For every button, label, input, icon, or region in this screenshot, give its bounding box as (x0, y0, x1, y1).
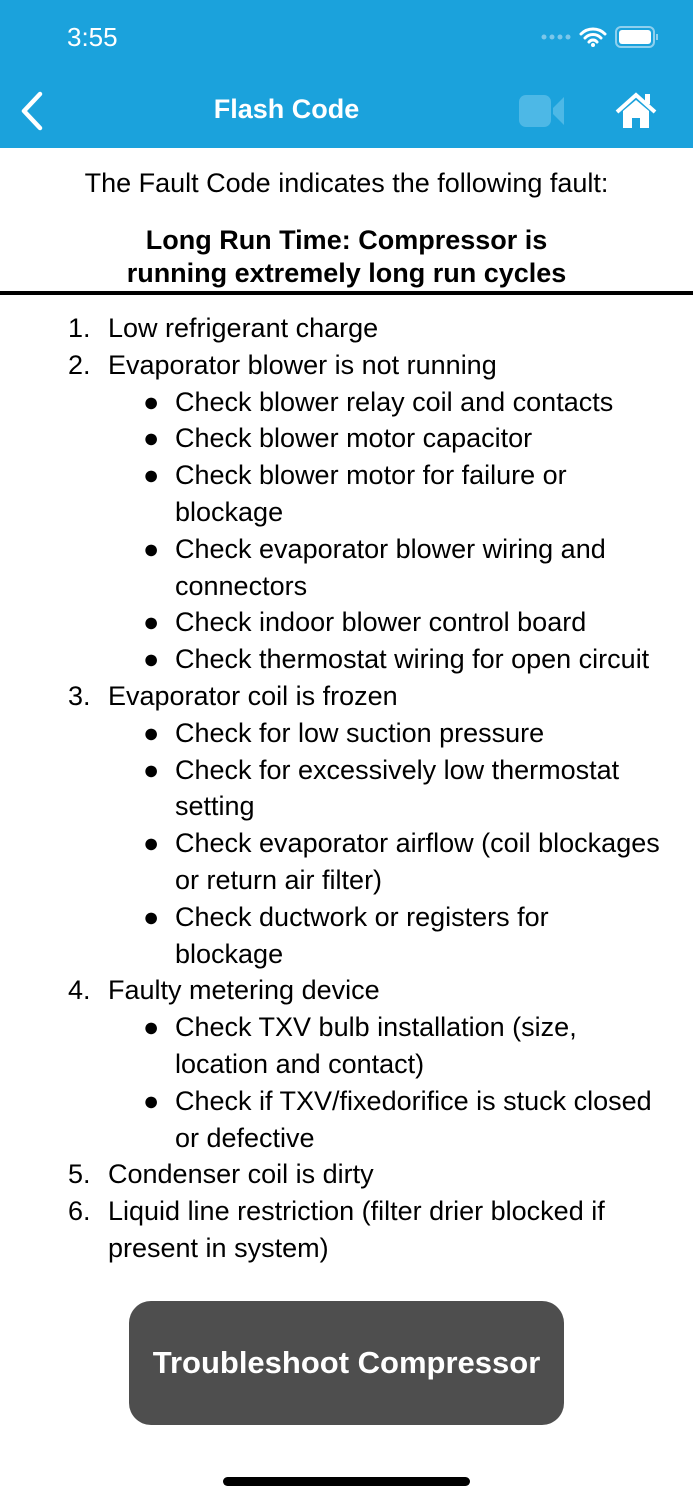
sub-item-text: Check evaporator blower wiring and connectors (175, 533, 606, 601)
sub-item-text: Check for low suction pressure (175, 717, 545, 748)
status-time: 3:55 (67, 22, 118, 52)
sub-item (0, 899, 693, 973)
bullet-icon: ● (143, 460, 160, 491)
sub-item (0, 1083, 693, 1157)
list-item (0, 1193, 693, 1267)
home-icon[interactable] (614, 92, 658, 130)
list-item (0, 347, 693, 384)
bullet-icon: ● (143, 644, 160, 675)
page-title: Flash Code (213, 94, 360, 124)
bullet-icon: ● (143, 607, 160, 638)
wifi-icon (579, 27, 607, 47)
sub-item-text: Check thermostat wiring for open circuit (175, 644, 650, 675)
item-text: Faulty metering device (108, 975, 380, 1006)
bullet-icon: ● (143, 828, 160, 859)
header-bar (0, 0, 693, 148)
sub-item-text: Check if TXV/fixedorifice is stuck closed or defective (175, 1085, 652, 1153)
sub-item (0, 825, 693, 899)
signal-icon (541, 34, 571, 40)
sub-item (0, 531, 693, 605)
bullet-icon: ● (143, 754, 160, 785)
video-icon[interactable] (518, 94, 566, 128)
bullet-icon: ● (143, 717, 160, 748)
sub-item (0, 1009, 693, 1083)
item-number: 4. (68, 975, 91, 1006)
sub-item (0, 604, 693, 641)
home-indicator[interactable] (223, 1477, 470, 1486)
sub-item (0, 641, 693, 678)
divider (0, 291, 693, 295)
list-item (0, 1156, 693, 1193)
list-item (0, 972, 693, 1009)
bullet-icon: ● (143, 533, 160, 564)
sub-item (0, 457, 693, 531)
intro-text: The Fault Code indicates the following fault: (84, 168, 609, 198)
bullet-icon: ● (143, 386, 160, 417)
fault-title (0, 224, 693, 290)
list-item (0, 310, 693, 347)
bullet-icon: ● (143, 423, 160, 454)
item-number: 3. (68, 680, 91, 711)
item-number: 1. (68, 313, 91, 343)
troubleshoot-compressor-button[interactable]: Troubleshoot Compressor (129, 1301, 564, 1425)
cause-list (0, 310, 693, 1267)
battery-icon (615, 26, 659, 48)
sub-item-text: Check blower relay coil and contacts (175, 386, 614, 417)
sub-item-text: Check blower motor capacitor (175, 423, 533, 454)
sub-item-text: Check ductwork or registers for blockage (175, 901, 549, 969)
item-number: 2. (68, 349, 91, 380)
bullet-icon: ● (143, 901, 160, 932)
sub-item-text: Check indoor blower control board (175, 607, 587, 638)
sub-item-text: Check blower motor for failure or blockage (175, 460, 567, 527)
item-number: 6. (68, 1196, 91, 1227)
sub-item (0, 752, 693, 826)
sub-item-text: Check for excessively low thermostat setting (175, 754, 620, 822)
sub-item (0, 420, 693, 457)
item-text: Liquid line restriction (filter drier blocked if present in system) (108, 1196, 605, 1263)
item-number: 5. (68, 1159, 91, 1190)
item-text: Condenser coil is dirty (108, 1159, 374, 1190)
item-text: Evaporator coil is frozen (108, 680, 398, 711)
sub-item (0, 715, 693, 752)
bullet-icon: ● (143, 1012, 160, 1043)
sub-item-text: Check evaporator airflow (coil blockages or return air filter) (175, 828, 660, 895)
item-text: Low refrigerant charge (108, 313, 379, 343)
bullet-icon: ● (143, 1085, 160, 1116)
list-item (0, 678, 693, 715)
sub-item-text: Check TXV bulb installation (size, location and contact) (175, 1012, 577, 1079)
fault-line-1: Long Run Time: Compressor is (145, 225, 548, 255)
status-icons (541, 26, 659, 48)
fault-line-2: running extremely long run cycles (126, 258, 567, 288)
sub-item (0, 384, 693, 421)
item-text: Evaporator blower is not running (108, 349, 497, 380)
